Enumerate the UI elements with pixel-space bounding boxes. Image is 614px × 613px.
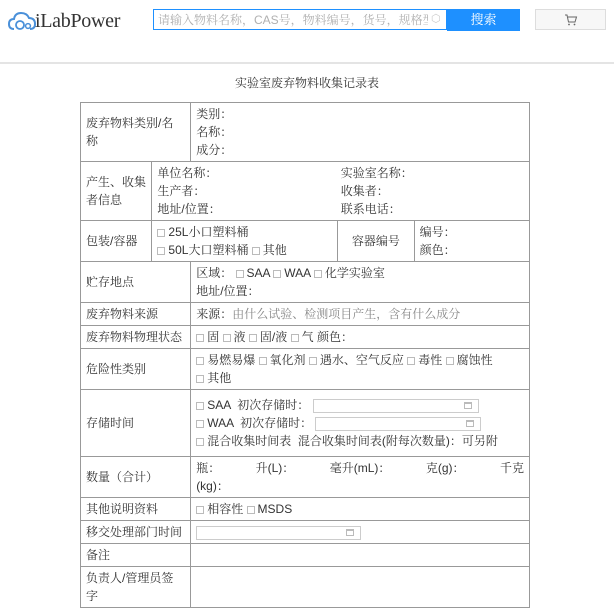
checkbox-saa-time[interactable]	[196, 402, 204, 410]
other-docs-label: 其他说明资料	[81, 498, 191, 521]
checkbox-water-reactive[interactable]	[309, 357, 317, 365]
signature-field[interactable]	[191, 567, 530, 608]
checkbox-mixed-schedule[interactable]	[196, 438, 204, 446]
checkbox-hazard-other[interactable]	[196, 375, 204, 383]
signature-label: 负责人/管理员签字	[81, 567, 191, 608]
field-type: 类别：	[196, 107, 233, 121]
search-input[interactable]	[154, 10, 432, 29]
calendar-icon	[464, 402, 472, 409]
logo-text: iLabPower	[35, 9, 121, 32]
checkbox-oxidizer[interactable]	[259, 357, 267, 365]
row-storage-time	[81, 390, 530, 457]
row-remarks	[81, 544, 530, 567]
waste-collection-form	[80, 102, 530, 608]
storage-time-label: 存储时间	[81, 390, 191, 457]
unit-kilograms-suffix: (kg)：	[196, 479, 229, 493]
checkbox-liquid[interactable]	[223, 334, 231, 342]
color-label: 颜色：	[316, 330, 353, 344]
field-producer: 生产者：	[157, 184, 206, 198]
row-physical-state	[81, 326, 530, 349]
option-solid-label: 固	[207, 330, 220, 344]
option-water-reactive-label: 遇水、空气反应	[319, 353, 404, 367]
quantity-fields	[191, 457, 530, 498]
checkbox-25l[interactable]	[157, 229, 165, 237]
field-container-color: 颜色：	[419, 243, 456, 257]
option-chem-lab-label: 化学实验室	[324, 266, 385, 280]
field-address: 地址/位置：	[157, 202, 221, 216]
checkbox-msds[interactable]	[247, 506, 255, 514]
option-msds-label: MSDS	[257, 502, 293, 516]
option-50l-label: 50L大口塑料桶	[168, 243, 249, 257]
row-producer	[81, 162, 530, 221]
ilabpower-logo[interactable]	[8, 8, 120, 34]
checkbox-saa[interactable]	[236, 270, 244, 278]
mixed-schedule-label: 混合收集时间表 混合收集时间表(附每次数量)：可另附	[207, 434, 498, 448]
unit-liters: 升(L)：	[255, 461, 295, 475]
packaging-options	[152, 221, 338, 262]
row-other-docs	[81, 498, 530, 521]
remarks-field[interactable]	[191, 544, 530, 567]
checkbox-chem-lab[interactable]	[314, 270, 322, 278]
category-fields	[191, 103, 530, 162]
checkbox-50l[interactable]	[157, 247, 165, 255]
unit-bottles: 瓶：	[196, 461, 221, 475]
other-docs-options	[191, 498, 530, 521]
option-compatibility-label: 相容性	[207, 502, 244, 516]
container-fields	[414, 221, 529, 262]
unit-kilograms: 千克	[499, 461, 524, 475]
checkbox-corrosive[interactable]	[446, 357, 454, 365]
field-composition: 成分：	[196, 143, 233, 157]
cart-button[interactable]	[535, 9, 606, 30]
cube-icon[interactable]: ⬡	[431, 13, 441, 25]
option-toxic-label: 毒性	[418, 353, 443, 367]
transfer-time-label: 移交处理部门时间	[81, 521, 191, 544]
checkbox-waa[interactable]	[273, 270, 281, 278]
checkbox-waa-time[interactable]	[196, 420, 204, 428]
option-liquid-label: 液	[233, 330, 246, 344]
option-25l-label: 25L小口塑料桶	[168, 225, 249, 239]
option-hazard-other-label: 其他	[207, 371, 232, 385]
hazard-label: 危险性类别	[81, 349, 191, 390]
remarks-label: 备注	[81, 544, 191, 567]
row-hazard	[81, 349, 530, 390]
search-box	[153, 9, 447, 30]
field-location-address: 地址/位置：	[196, 284, 260, 298]
option-flammable-label: 易燃易爆	[207, 353, 256, 367]
checkbox-other[interactable]	[252, 247, 260, 255]
option-saa-label: SAA	[246, 266, 270, 280]
physical-state-options	[191, 326, 530, 349]
calendar-icon	[346, 529, 354, 536]
waa-time-label: WAA 初次存储时：	[207, 416, 313, 430]
option-oxidizer-label: 氧化剂	[269, 353, 306, 367]
hazard-options	[191, 349, 530, 390]
field-lab-name: 实验室名称：	[340, 166, 413, 180]
shopping-cart-icon	[564, 14, 578, 26]
checkbox-toxic[interactable]	[407, 357, 415, 365]
checkbox-solid[interactable]	[196, 334, 204, 342]
producer-fields	[152, 162, 530, 221]
source-field	[191, 303, 530, 326]
field-container-number: 编号：	[419, 225, 456, 239]
container-number-label: 容器编号	[338, 221, 415, 262]
checkbox-flammable[interactable]	[196, 357, 204, 365]
storage-location-fields	[191, 262, 530, 303]
producer-label: 产生、收集者信息	[81, 162, 152, 221]
saa-time-label: SAA 初次存储时：	[207, 398, 310, 412]
source-label: 废弃物料来源	[81, 303, 191, 326]
source-prefix: 来源：	[196, 307, 233, 321]
field-collector: 收集者：	[340, 184, 389, 198]
row-packaging	[81, 221, 530, 262]
physical-state-label: 废弃物料物理状态	[81, 326, 191, 349]
packaging-label: 包装/容器	[81, 221, 152, 262]
option-gas-label: 气	[301, 330, 314, 344]
cloud-logo-icon	[8, 9, 38, 33]
row-category	[81, 103, 530, 162]
storage-location-label: 贮存地点	[81, 262, 191, 303]
option-corrosive-label: 腐蚀性	[456, 353, 493, 367]
row-storage-location	[81, 262, 530, 303]
category-label: 废弃物料类别/名称	[81, 103, 191, 162]
option-waa-label: WAA	[284, 266, 311, 280]
saa-date-input[interactable]	[313, 399, 479, 413]
unit-milliliters: 毫升(mL)：	[329, 461, 391, 475]
search-button[interactable]: 搜索	[447, 9, 520, 31]
calendar-icon	[466, 420, 474, 427]
option-solid-liquid-label: 固/液	[259, 330, 288, 344]
field-name: 名称：	[196, 125, 233, 139]
quantity-label: 数量（合计）	[81, 457, 191, 498]
field-unit-name: 单位名称：	[157, 166, 218, 180]
transfer-time-field	[191, 521, 530, 544]
checkbox-solid-liquid[interactable]	[249, 334, 257, 342]
form-title: 实验室废弃物料收集记录表	[234, 76, 379, 90]
row-quantity	[81, 457, 530, 498]
storage-time-fields	[191, 390, 530, 457]
row-transfer-time	[81, 521, 530, 544]
row-signature	[81, 567, 530, 608]
waa-date-input[interactable]	[315, 417, 481, 431]
unit-grams: 克(g)：	[425, 461, 465, 475]
transfer-date-input[interactable]	[196, 526, 361, 540]
row-source	[81, 303, 530, 326]
area-label: 区域：	[196, 266, 233, 280]
field-phone: 联系电话：	[340, 202, 401, 216]
source-hint: 由什么试验、检测项目产生，含有什么成分	[232, 307, 461, 321]
top-header	[0, 0, 614, 64]
option-other-label: 其他	[262, 243, 287, 257]
checkbox-compatibility[interactable]	[196, 506, 204, 514]
checkbox-gas[interactable]	[291, 334, 299, 342]
